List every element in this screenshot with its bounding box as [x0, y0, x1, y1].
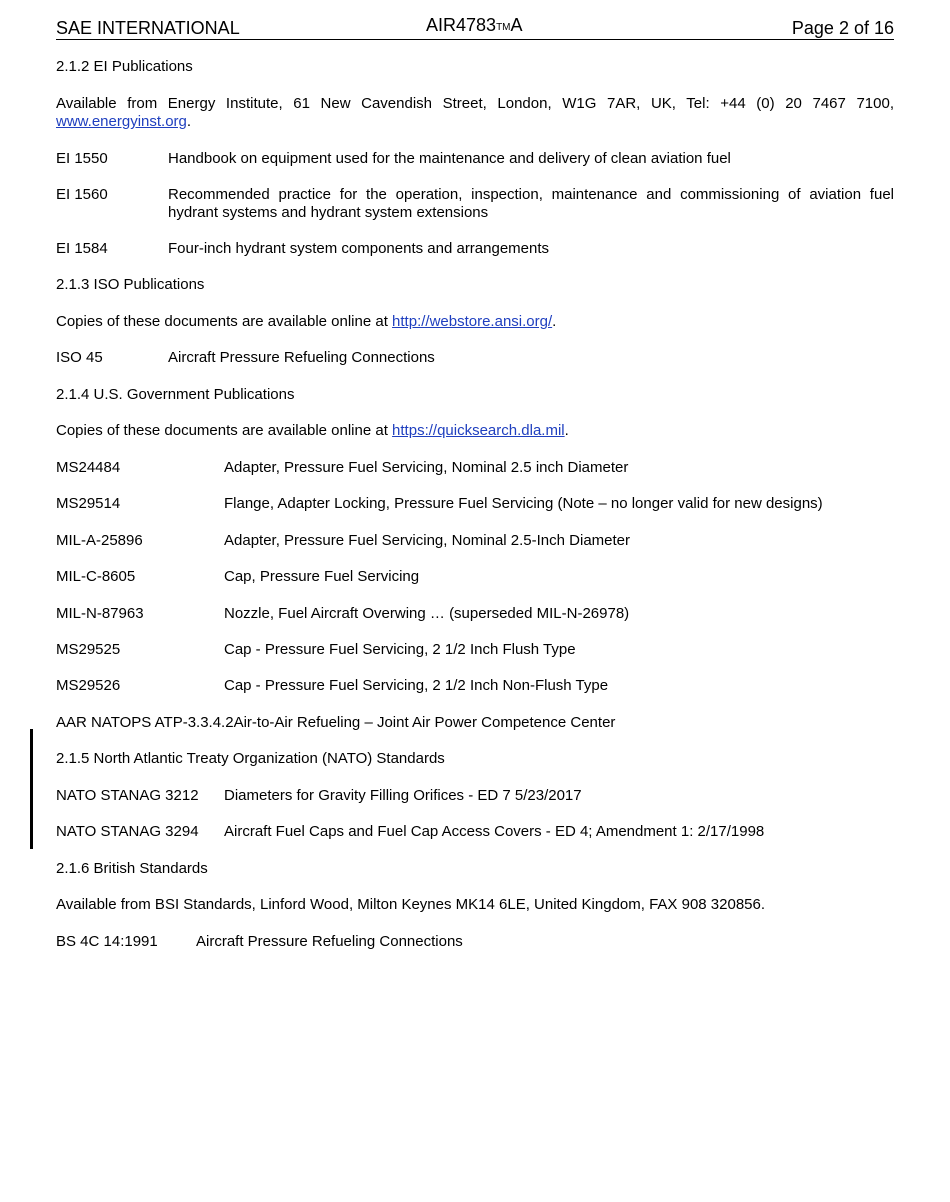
reference-desc: Aircraft Pressure Refueling Connections	[196, 933, 463, 950]
reference-code: BS 4C 14:1991	[56, 933, 158, 950]
reference-desc: Cap, Pressure Fuel Servicing	[224, 568, 420, 585]
header-doc-prefix: AIR4783	[426, 15, 497, 35]
section-2-1-2-heading: 2.1.2 EI Publications	[56, 58, 193, 75]
reference-code: MS29514	[56, 495, 121, 512]
section-2-1-6-heading: 2.1.6 British Standards	[56, 860, 208, 877]
reference-desc: Flange, Adapter Locking, Pressure Fuel Servicing (Note – no longer valid for new designs)	[224, 495, 823, 512]
revision-change-bar	[30, 729, 33, 849]
reference-desc: Aircraft Pressure Refueling Connections	[168, 349, 435, 366]
reference-code: MIL-C-8605	[56, 568, 136, 585]
reference-desc: Adapter, Pressure Fuel Servicing, Nominal 2.5 inch Diameter	[224, 459, 629, 476]
header-doc-suffix: A	[510, 15, 523, 35]
section-2-1-3-availability	[56, 313, 894, 331]
section-2-1-4-heading: 2.1.4 U.S. Government Publications	[56, 386, 295, 403]
reference-desc: Cap - Pressure Fuel Servicing, 2 1/2 Inch Flush Type	[224, 641, 576, 658]
section-2-1-5-heading: 2.1.5 North Atlantic Treaty Organization (NATO) Standards	[56, 750, 445, 767]
availability-text: Copies of these documents are available online at	[56, 422, 393, 439]
header-trademark: TM	[496, 22, 511, 33]
reference-code: MIL-N-87963	[56, 605, 144, 622]
reference-code: MS29525	[56, 641, 121, 658]
reference-code: EI 1560	[56, 186, 108, 203]
reference-desc: Aircraft Fuel Caps and Fuel Cap Access Covers - ED 4; Amendment 1: 2/17/1998	[224, 823, 765, 840]
reference-code: MS24484	[56, 459, 121, 476]
section-2-1-4-availability	[56, 422, 894, 440]
reference-desc: Four-inch hydrant system components and arrangements	[168, 240, 550, 257]
reference-code: MIL-A-25896	[56, 532, 143, 549]
period: .	[564, 422, 569, 439]
reference-desc: Recommended practice for the operation, inspection, maintenance and commissioning of aviation fuel hydrant systems and hydrant system extensions	[168, 186, 894, 221]
reference-code: ISO 45	[56, 349, 103, 366]
reference-code: NATO STANAG 3212	[56, 787, 199, 804]
page-header	[56, 17, 894, 40]
reference-desc: Adapter, Pressure Fuel Servicing, Nominal 2.5-Inch Diameter	[224, 532, 631, 549]
period: .	[552, 313, 557, 330]
reference-code: NATO STANAG 3294	[56, 823, 199, 840]
header-doc-number	[426, 14, 523, 39]
dla-quicksearch-link[interactable]: https://quicksearch.dla.mil	[392, 422, 565, 439]
reference-code: EI 1550	[56, 150, 108, 167]
availability-text: Copies of these documents are available online at	[56, 313, 393, 330]
reference-desc: Diameters for Gravity Filling Orifices - ED 7 5/23/2017	[224, 787, 582, 804]
energyinst-link[interactable]: www.energyinst.org	[56, 113, 187, 130]
header-org: SAE INTERNATIONAL	[56, 18, 240, 38]
section-2-1-3-heading: 2.1.3 ISO Publications	[56, 276, 205, 293]
reference-desc: Handbook on equipment used for the maintenance and delivery of clean aviation fuel	[168, 150, 731, 167]
availability-text: Available from Energy Institute, 61 New Cavendish Street, London, W1G 7AR, UK, Tel: +44 (0) 20 7467 7100,	[56, 95, 894, 112]
section-2-1-2-availability	[56, 95, 894, 131]
period: .	[186, 113, 192, 130]
reference-desc: Nozzle, Fuel Aircraft Overwing … (superseded MIL-N-26978)	[224, 605, 630, 622]
header-page-number: Page 2 of 16	[791, 18, 894, 38]
aar-natops-reference: AAR NATOPS ATP-3.3.4.2Air-to-Air Refueling – Joint Air Power Competence Center	[56, 714, 616, 731]
reference-desc: Cap - Pressure Fuel Servicing, 2 1/2 Inch Non-Flush Type	[224, 677, 609, 694]
ansi-webstore-link[interactable]: http://webstore.ansi.org/	[392, 313, 553, 330]
reference-code: EI 1584	[56, 240, 108, 257]
reference-code: MS29526	[56, 677, 121, 694]
section-2-1-6-availability: Available from BSI Standards, Linford Wood, Milton Keynes MK14 6LE, United Kingdom, FAX 908 320856.	[56, 896, 766, 913]
